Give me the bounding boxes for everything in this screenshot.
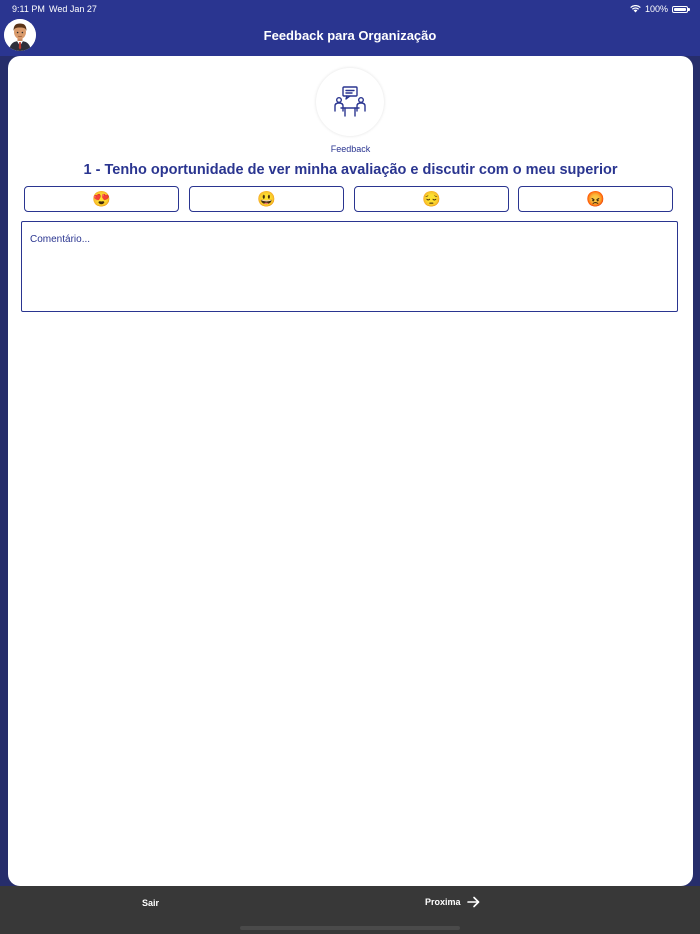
next-button[interactable] <box>425 896 480 908</box>
battery-icon <box>672 6 688 13</box>
smile-emoji-icon: 😃 <box>257 190 276 208</box>
rating-love-button[interactable] <box>24 186 179 212</box>
feedback-icon-container <box>316 68 384 136</box>
rating-happy-button[interactable] <box>189 186 344 212</box>
feedback-card <box>8 56 693 886</box>
status-time: 9:11 PM <box>12 4 45 14</box>
rating-angry-button[interactable] <box>518 186 673 212</box>
wifi-icon <box>630 5 641 13</box>
rating-options <box>24 186 676 214</box>
nav-bar <box>0 18 700 56</box>
heart-eyes-emoji-icon: 😍 <box>92 190 111 208</box>
page-title: Feedback para Organização <box>263 28 437 43</box>
arrow-right-icon <box>467 896 480 908</box>
pensive-emoji-icon: 😔 <box>422 190 441 208</box>
next-label: Proxima <box>425 897 461 907</box>
battery-percent: 100% <box>644 4 668 14</box>
meeting-icon <box>332 84 368 120</box>
question-text: 1 - Tenho oportunidade de ver minha avaliação e discutir com o meu superior <box>83 162 618 178</box>
home-indicator <box>240 926 460 930</box>
comment-input[interactable] <box>21 221 678 312</box>
rating-sad-button[interactable] <box>354 186 509 212</box>
status-bar <box>0 0 700 18</box>
status-indicators <box>630 4 688 14</box>
status-date: Wed Jan 27 <box>49 4 97 14</box>
section-label: Feedback <box>330 144 371 154</box>
angry-emoji-icon: 😡 <box>586 190 605 208</box>
exit-button[interactable]: Sair <box>142 898 160 908</box>
